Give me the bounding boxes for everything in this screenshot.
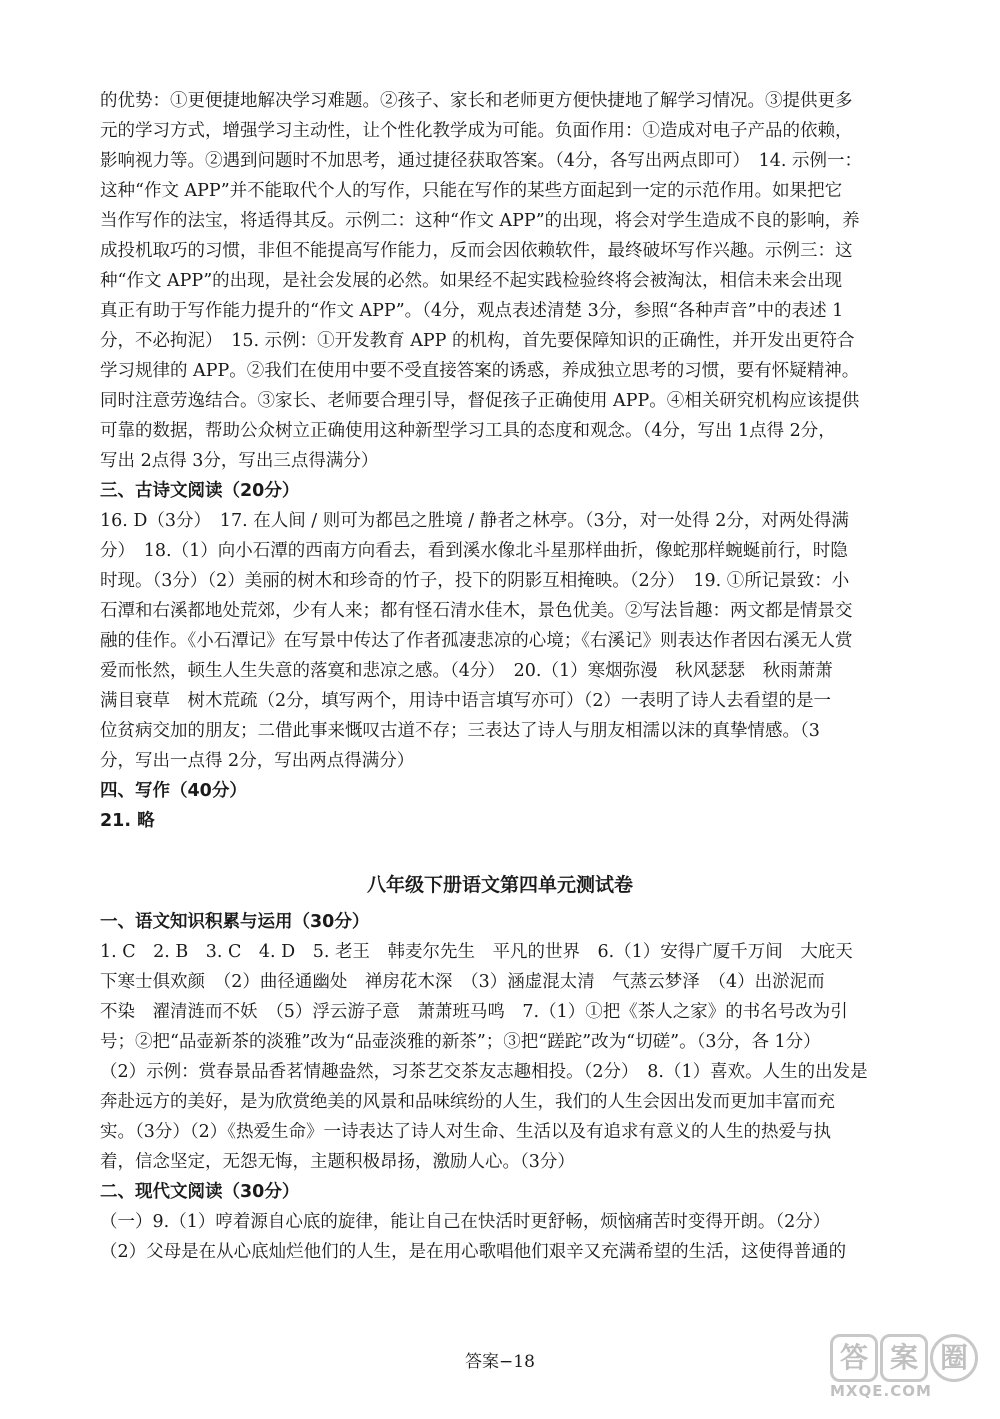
section-classical-poetry	[100, 476, 900, 776]
text-line: 分） 18.（1）向小石潭的西南方向看去，看到溪水像北斗星那样曲折，像蛇那样蜿蜒前行，时隐	[100, 541, 848, 561]
text-line: 21. 略	[100, 811, 155, 831]
text-line: 实。（3分）（2）《热爱生命》一诗表达了诗人对生命、生活以及有追求有意义的人生的热爱与执	[100, 1122, 832, 1142]
text-line: 当作写作的法宝，将适得其反。示例二：这种“作文 APP”的出现，将会对学生造成不良的影响，养	[100, 211, 860, 231]
watermark-logo	[822, 1334, 982, 1406]
section-heading: 二、现代文阅读（30分）	[100, 1182, 300, 1202]
text-line: 着，信念坚定，无怨无悔，主题积极昂扬，激励人心。（3分）	[100, 1152, 575, 1172]
text-line: 影响视力等。②遇到问题时不加思考，通过捷径获取答案。（4分，各写出两点即可） 14. 示例一：	[100, 151, 863, 171]
watermark-glyph: 案	[880, 1334, 928, 1382]
text-line: 位贫病交加的朋友；二借此事来慨叹古道不存；三表达了诗人与朋友相濡以沫的真挚情感。（3	[100, 721, 820, 741]
text-line: 的优势：①更便捷地解决学习难题。②孩子、家长和老师更方便快捷地了解学习情况。③提供更多	[100, 91, 853, 111]
text-line: 融的佳作。《小石潭记》在写景中传达了作者孤凄悲凉的心境；《右溪记》则表达作者因右溪无人赏	[100, 631, 853, 651]
text-line: 种“作文 APP”的出现，是社会发展的必然。如果经不起实践检验终将会被淘汰，相信未来会出现	[100, 271, 843, 291]
text-line: 时现。（3分）（2）美丽的树木和珍奇的竹子，投下的阴影互相掩映。（2分） 19. ①所记景致：小	[100, 571, 850, 591]
text-line: 奔赴远方的美好，是为欣赏绝美的风景和品味缤纷的人生，我们的人生会因出发而更加丰富而充	[100, 1092, 835, 1112]
text-line: 满目衰草 树木荒疏（2分，填写两个，用诗中语言填写亦可）（2）一表明了诗人去看望的是一	[100, 691, 832, 711]
section-writing	[100, 776, 900, 836]
watermark-glyph: 答	[830, 1334, 878, 1382]
text-line: 元的学习方式，增强学习主动性，让个性化教学成为可能。负面作用：①造成对电子产品的依赖，	[100, 121, 853, 141]
watermark-glyph: 圈	[930, 1334, 978, 1382]
text-line: 不染 濯清涟而不妖 （5）浮云游子意 萧萧班马鸣 7.（1）①把《茶人之家》的书名号改为引	[100, 1002, 848, 1022]
text-line: 1. C 2. B 3. C 4. D 5. 老王 韩麦尔先生 平凡的世界 6.（1）安得广厦千万间 大庇天	[100, 942, 853, 962]
text-line: 号；②把“品壶新茶的淡雅”改为“品壶淡雅的新茶”；③把“蹉跎”改为“切磋”。（3分，各 1分）	[100, 1032, 821, 1052]
text-line: 石潭和右溪都地处荒郊，少有人来；都有怪石清水佳木，景色优美。②写法旨趣：两文都是情景交	[100, 601, 853, 621]
section-heading: 四、写作（40分）	[100, 781, 247, 801]
text-line: 同时注意劳逸结合。③家长、老师要合理引导，督促孩子正确使用 APP。④相关研究机构应该提供	[100, 391, 860, 411]
text-line: 成投机取巧的习惯，非但不能提高写作能力，反而会因依赖软件，最终破坏写作兴趣。示例三：这	[100, 241, 853, 261]
text-line: 可靠的数据，帮助公众树立正确使用这种新型学习工具的态度和观念。（4分，写出 1点得 2分，	[100, 421, 836, 441]
section-heading: 三、古诗文阅读（20分）	[100, 481, 300, 501]
text-line: 16. D（3分） 17. 在人间 / 则可为都邑之胜境 / 静者之林亭。（3分，对一处得 2分，对两处得满	[100, 511, 849, 531]
section-continued-answers	[100, 86, 900, 476]
text-line: 爱而怅然，顿生人生失意的落寞和悲凉之感。（4分） 20.（1）寒烟弥漫 秋风瑟瑟 秋雨萧萧	[100, 661, 833, 681]
text-line: 这种“作文 APP”并不能取代个人的写作，只能在写作的某些方面起到一定的示范作用。如果把它	[100, 181, 843, 201]
text-line: 写出 2点得 3分，写出三点得满分）	[100, 451, 379, 471]
watermark-url: MXQE.COM	[830, 1382, 932, 1400]
text-line: 下寒士俱欢颜 （2）曲径通幽处 禅房花木深 （3）涵虚混太清 气蒸云梦泽 （4）出淤泥而	[100, 972, 825, 992]
text-line: （2）示例：赏春景品香茗情趣盎然，习茶艺交茶友志趣相投。（2分） 8.（1）喜欢。人生的出发是	[100, 1062, 868, 1082]
text-line: 分，不必拘泥） 15. 示例：①开发教育 APP 的机构，首先要保障知识的正确性，并开发出更符合	[100, 331, 855, 351]
test-title: 八年级下册语文第四单元测试卷	[366, 874, 633, 896]
page-number: 答案−18	[465, 1352, 535, 1372]
answer-body-lower	[100, 907, 900, 1267]
section-modern-reading	[100, 1177, 900, 1267]
text-line: 真正有助于写作能力提升的“作文 APP”。（4分，观点表述清楚 3分，参照“各种声音”中的表述 1	[100, 301, 844, 321]
answer-body-upper	[100, 86, 900, 836]
section-language-knowledge	[100, 907, 900, 1177]
text-line: 分，写出一点得 2分，写出两点得满分）	[100, 751, 415, 771]
section-heading: 一、语文知识积累与运用（30分）	[100, 912, 370, 932]
text-line: （2）父母是在从心底灿烂他们的人生，是在用心歌唱他们艰辛又充满希望的生活，这使得普通的	[100, 1242, 847, 1262]
text-line: （一）9.（1）哼着源自心底的旋律，能让自己在快活时更舒畅，烦恼痛苦时变得开朗。（2分）	[100, 1212, 831, 1232]
text-line: 学习规律的 APP。②我们在使用中要不受直接答案的诱惑，养成独立思考的习惯，要有怀疑精神。	[100, 361, 860, 381]
